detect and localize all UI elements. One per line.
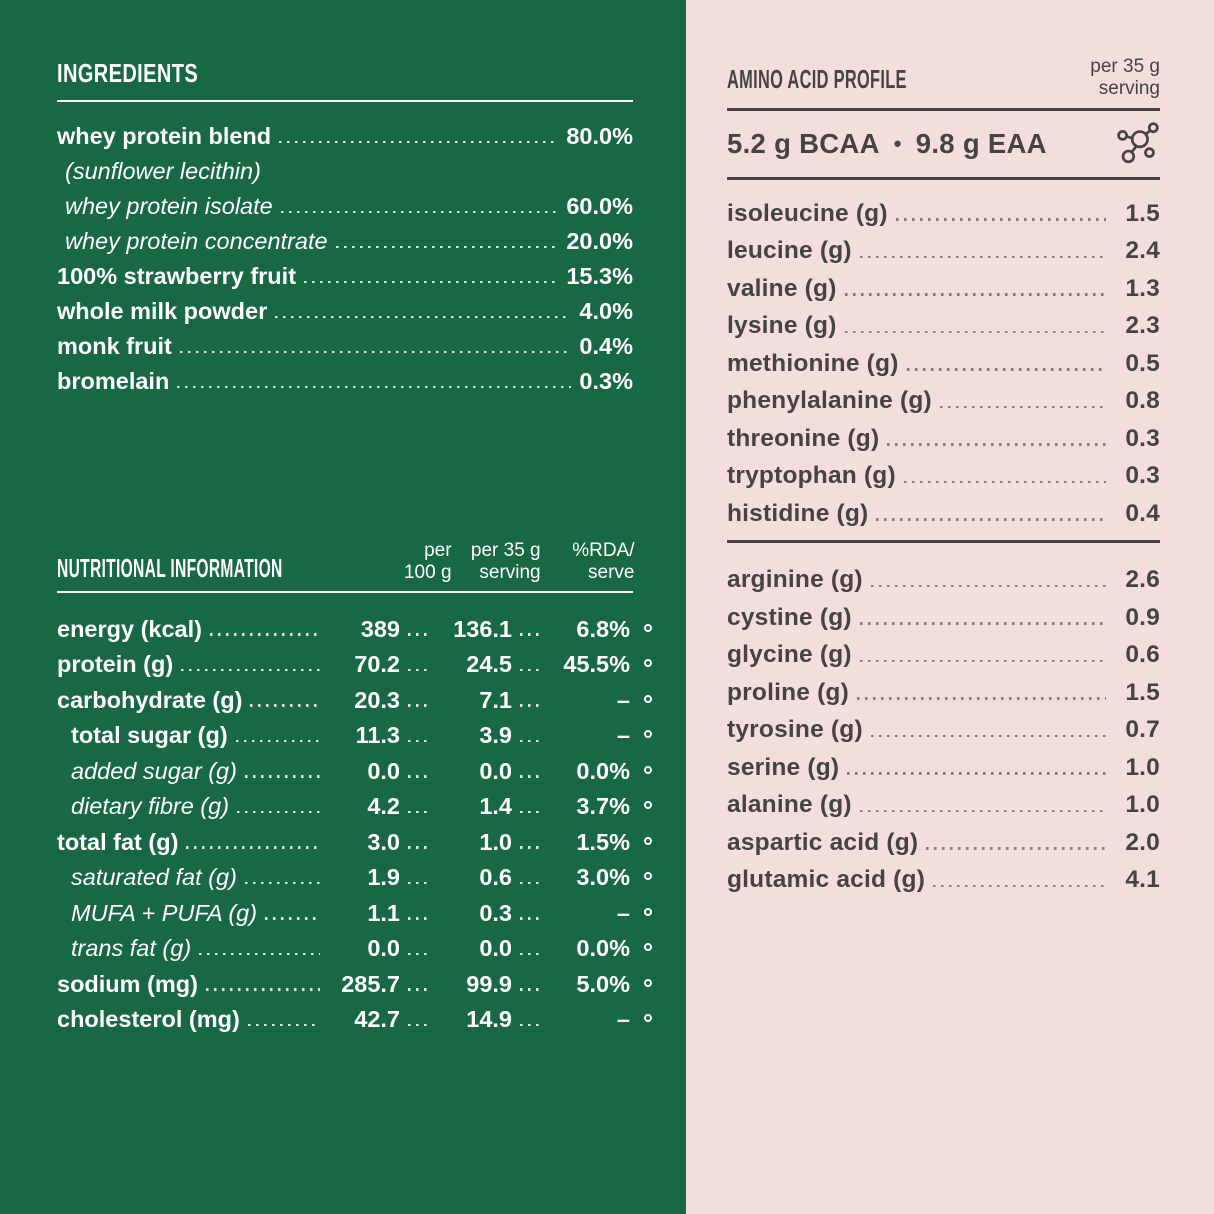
value-per-100g: 20.3 xyxy=(354,686,400,713)
amino-acid-name: cystine (g) xyxy=(727,603,852,631)
amino-acid-name: lysine (g) xyxy=(727,312,837,339)
dotted-leader xyxy=(845,331,1106,333)
dotted-leader xyxy=(408,988,432,990)
amino-acid-name: glutamic acid (g) xyxy=(727,866,926,893)
dotted-leader xyxy=(940,406,1106,408)
amino-divider-bottom xyxy=(727,540,1160,543)
dotted-leader xyxy=(279,141,558,143)
amino-acid-grams: 1.0 xyxy=(1125,791,1160,818)
ingredient-name: bromelain xyxy=(57,368,170,394)
ring-bullet-icon xyxy=(630,624,652,632)
dotted-leader xyxy=(408,669,432,671)
nutrition-row xyxy=(57,678,652,714)
nutrition-row xyxy=(57,749,652,785)
essential-amino-acids-list xyxy=(727,190,1160,528)
value-per-35g-serving: 24.5 xyxy=(466,651,512,677)
amino-acid-grams: 0.4 xyxy=(1125,499,1160,527)
amino-acid-name: threonine (g) xyxy=(727,424,880,452)
value-rda-per-serve: – xyxy=(616,722,630,748)
amino-divider-mid xyxy=(727,177,1160,180)
value-per-100g: 0.0 xyxy=(367,757,400,784)
dotted-leader xyxy=(408,882,432,884)
amino-acid-row xyxy=(727,453,1160,491)
nutrition-row xyxy=(57,607,652,643)
amino-acid-row xyxy=(727,378,1160,416)
dotted-leader xyxy=(248,1024,320,1026)
dotted-leader xyxy=(520,633,544,635)
nutrition-title: NUTRITIONAL INFORMATION xyxy=(57,553,283,583)
nutrition-row xyxy=(57,820,652,856)
dotted-leader xyxy=(245,775,320,777)
amino-acid-row xyxy=(727,669,1160,707)
ring-bullet-icon xyxy=(630,730,652,738)
value-per-35g-serving: 0.6 xyxy=(479,864,512,890)
ingredient-percent: 4.0% xyxy=(579,298,633,324)
ingredients-section xyxy=(57,58,633,395)
value-rda-per-serve: – xyxy=(616,899,630,926)
ingredient-row xyxy=(57,115,633,150)
ingredients-divider xyxy=(57,100,633,102)
amino-acid-row xyxy=(727,744,1160,782)
nutrition-row xyxy=(57,714,652,750)
nutrition-row xyxy=(57,643,652,679)
amino-acid-name: valine (g) xyxy=(727,274,837,302)
other-amino-acids-list xyxy=(727,557,1160,895)
dotted-leader xyxy=(933,885,1106,887)
value-per-100g: 0.0 xyxy=(367,935,400,961)
ingredient-row xyxy=(57,255,633,290)
ingredient-name: (sunflower lecithin) xyxy=(65,158,261,184)
amino-acid-panel xyxy=(686,0,1214,1214)
ring-bullet-icon xyxy=(630,837,652,845)
dotted-leader xyxy=(520,988,544,990)
ingredient-name: monk fruit xyxy=(57,333,172,359)
ingredient-row xyxy=(57,325,633,360)
nutrient-name: dietary fibre (g) xyxy=(71,793,230,819)
value-rda-per-serve: 5.0% xyxy=(576,970,630,997)
amino-acid-grams: 1.0 xyxy=(1125,753,1160,781)
dotted-leader xyxy=(281,211,559,213)
nutrient-name: trans fat (g) xyxy=(71,935,192,961)
dotted-leader xyxy=(186,846,320,848)
nutrition-row xyxy=(57,998,652,1034)
amino-acid-row xyxy=(727,265,1160,303)
value-per-100g: 389 xyxy=(360,615,400,642)
nutrient-name: sodium (mg) xyxy=(57,970,198,997)
ingredient-name: whey protein blend xyxy=(57,123,272,149)
amino-acid-grams: 4.1 xyxy=(1125,866,1160,893)
dotted-leader xyxy=(199,953,320,955)
amino-acid-row xyxy=(727,557,1160,595)
value-per-100g: 1.1 xyxy=(367,899,400,926)
col-header-rda-per-serve: %RDA/ serve xyxy=(572,540,635,583)
dotted-leader xyxy=(265,917,320,919)
dotted-leader xyxy=(520,1024,544,1026)
nutrition-row xyxy=(57,891,652,927)
ingredients-list xyxy=(57,115,633,395)
amino-acid-grams: 2.0 xyxy=(1125,828,1160,856)
amino-acid-grams: 2.3 xyxy=(1125,312,1160,339)
value-rda-per-serve: 0.0% xyxy=(576,935,630,961)
dotted-leader xyxy=(336,246,559,248)
ingredients-title: INGREDIENTS xyxy=(57,58,199,88)
amino-acid-name: tyrosine (g) xyxy=(727,716,863,743)
amino-acid-name: phenylalanine (g) xyxy=(727,387,932,414)
dotted-leader xyxy=(177,386,571,388)
dotted-leader xyxy=(860,622,1106,624)
amino-acid-row xyxy=(727,228,1160,266)
bcaa-eaa-summary xyxy=(727,111,1160,177)
dotted-leader xyxy=(520,811,544,813)
dotted-leader xyxy=(304,281,558,283)
dotted-leader xyxy=(236,740,320,742)
serving-note: per 35 g serving xyxy=(1090,56,1160,99)
value-per-100g: 3.0 xyxy=(367,828,400,855)
dotted-leader xyxy=(408,846,432,848)
amino-acid-name: arginine (g) xyxy=(727,566,863,593)
ingredient-percent: 0.3% xyxy=(579,368,633,394)
col-header-per-35g-serving: per 35 g serving xyxy=(470,540,541,583)
ingredient-row xyxy=(57,185,633,220)
ingredient-name: whey protein concentrate xyxy=(65,228,328,254)
value-rda-per-serve: 1.5% xyxy=(576,828,630,855)
nutrition-row xyxy=(57,856,652,892)
dotted-leader xyxy=(520,669,544,671)
dotted-leader xyxy=(896,218,1106,220)
dotted-leader xyxy=(520,846,544,848)
dotted-leader xyxy=(275,316,571,318)
value-rda-per-serve: 3.7% xyxy=(576,793,630,819)
dotted-leader xyxy=(520,775,544,777)
ingredient-name: 100% strawberry fruit xyxy=(57,263,297,289)
dotted-leader xyxy=(871,585,1106,587)
value-per-35g-serving: 14.9 xyxy=(466,1006,512,1032)
ingredient-row xyxy=(57,220,633,255)
ring-bullet-icon xyxy=(630,979,652,987)
dotted-leader xyxy=(860,256,1106,258)
value-per-100g: 11.3 xyxy=(355,722,400,748)
amino-acid-name: histidine (g) xyxy=(727,499,869,527)
value-per-35g-serving: 7.1 xyxy=(479,686,512,713)
dotted-leader xyxy=(210,633,320,635)
amino-acid-row xyxy=(727,303,1160,341)
ingredient-row xyxy=(57,290,633,325)
amino-acid-row xyxy=(727,632,1160,670)
nutrition-row xyxy=(57,927,652,963)
dotted-leader xyxy=(520,917,544,919)
dotted-leader xyxy=(876,518,1106,520)
amino-acid-name: isoleucine (g) xyxy=(727,199,888,227)
amino-acid-grams: 0.3 xyxy=(1125,424,1160,452)
ring-bullet-icon xyxy=(630,766,652,774)
amino-acid-grams: 0.6 xyxy=(1125,641,1160,668)
dotted-leader xyxy=(904,481,1106,483)
amino-acid-grams: 0.5 xyxy=(1125,349,1160,377)
amino-acid-grams: 1.3 xyxy=(1125,274,1160,302)
amino-acid-row xyxy=(727,819,1160,857)
nutrient-name: carbohydrate (g) xyxy=(57,686,243,713)
ring-bullet-icon xyxy=(630,908,652,916)
dotted-leader xyxy=(907,368,1106,370)
ingredient-percent: 60.0% xyxy=(566,193,633,219)
dotted-leader xyxy=(180,351,572,353)
amino-acid-grams: 0.7 xyxy=(1125,716,1160,743)
col-header-per-100g: per 100 g xyxy=(403,540,452,583)
dotted-leader xyxy=(520,704,544,706)
dotted-leader xyxy=(250,704,320,706)
amino-acid-row xyxy=(727,782,1160,820)
ring-bullet-icon xyxy=(630,872,652,880)
dotted-leader xyxy=(181,669,320,671)
eaa-amount: 9.8 g EAA xyxy=(915,128,1047,159)
bullet-separator: • xyxy=(893,131,902,156)
value-per-35g-serving: 0.0 xyxy=(479,757,512,784)
value-per-35g-serving: 136.1 xyxy=(453,615,512,642)
dotted-leader xyxy=(860,660,1106,662)
nutrient-name: MUFA + PUFA (g) xyxy=(71,899,258,926)
dotted-leader xyxy=(857,697,1106,699)
value-per-100g: 4.2 xyxy=(367,793,400,819)
dotted-leader xyxy=(926,847,1106,849)
dotted-leader xyxy=(520,882,544,884)
amino-acid-name: tryptophan (g) xyxy=(727,462,896,489)
amino-acid-row xyxy=(727,415,1160,453)
nutrient-name: protein (g) xyxy=(57,651,174,677)
dotted-leader xyxy=(408,740,432,742)
amino-acid-name: aspartic acid (g) xyxy=(727,828,919,856)
value-rda-per-serve: 6.8% xyxy=(576,615,630,642)
bcaa-amount: 5.2 g BCAA xyxy=(727,128,880,159)
molecule-icon xyxy=(1114,121,1160,167)
dotted-leader xyxy=(887,443,1106,445)
nutrient-name: energy (kcal) xyxy=(57,615,202,642)
amino-acid-name: proline (g) xyxy=(727,678,849,706)
ingredient-percent: 15.3% xyxy=(566,263,633,289)
value-per-100g: 285.7 xyxy=(341,970,400,997)
value-rda-per-serve: – xyxy=(616,1006,630,1032)
value-per-35g-serving: 0.0 xyxy=(479,935,512,961)
amino-acid-grams: 1.5 xyxy=(1125,678,1160,706)
value-per-35g-serving: 99.9 xyxy=(466,970,512,997)
amino-acid-name: leucine (g) xyxy=(727,237,852,264)
dotted-leader xyxy=(408,704,432,706)
amino-acid-title: AMINO ACID PROFILE xyxy=(727,64,907,94)
amino-acid-grams: 0.8 xyxy=(1125,387,1160,414)
dotted-leader xyxy=(408,775,432,777)
ring-bullet-icon xyxy=(630,695,652,703)
amino-acid-header xyxy=(727,56,1160,108)
value-rda-per-serve: 3.0% xyxy=(576,864,630,890)
dotted-leader xyxy=(860,810,1106,812)
dotted-leader xyxy=(871,735,1106,737)
value-per-35g-serving: 3.9 xyxy=(479,722,512,748)
nutrition-row xyxy=(57,962,652,998)
amino-acid-row xyxy=(727,857,1160,895)
nutrient-name: total sugar (g) xyxy=(71,722,228,748)
ring-bullet-icon xyxy=(630,801,652,809)
ingredient-percent: 20.0% xyxy=(566,228,633,254)
value-per-100g: 1.9 xyxy=(367,864,400,890)
amino-acid-row xyxy=(727,490,1160,528)
nutrition-row xyxy=(57,785,652,821)
nutrition-table xyxy=(57,607,652,1033)
amino-acid-row xyxy=(727,190,1160,228)
amino-acid-name: glycine (g) xyxy=(727,641,852,668)
value-per-35g-serving: 1.0 xyxy=(479,828,512,855)
amino-acid-row xyxy=(727,340,1160,378)
dotted-leader xyxy=(237,811,320,813)
value-rda-per-serve: 45.5% xyxy=(563,651,630,677)
dotted-leader xyxy=(847,772,1106,774)
dotted-leader xyxy=(408,633,432,635)
value-per-100g: 70.2 xyxy=(354,651,400,677)
ingredient-percent: 80.0% xyxy=(566,123,633,149)
ingredient-percent: 0.4% xyxy=(579,333,633,359)
ring-bullet-icon xyxy=(630,659,652,667)
amino-acid-grams: 0.9 xyxy=(1125,603,1160,631)
ingredient-name: whole milk powder xyxy=(57,298,268,324)
value-rda-per-serve: – xyxy=(616,686,630,713)
nutrition-section xyxy=(57,537,652,1033)
nutrition-header xyxy=(57,537,652,583)
ingredient-row xyxy=(57,150,633,185)
dotted-leader xyxy=(408,953,432,955)
value-rda-per-serve: 0.0% xyxy=(576,757,630,784)
ingredient-row xyxy=(57,360,633,395)
ring-bullet-icon xyxy=(630,1014,652,1022)
ingredient-name: whey protein isolate xyxy=(65,193,273,219)
dotted-leader xyxy=(845,293,1106,295)
amino-acid-grams: 2.4 xyxy=(1125,237,1160,264)
dotted-leader xyxy=(408,1024,432,1026)
dotted-leader xyxy=(245,882,320,884)
ring-bullet-icon xyxy=(630,943,652,951)
nutrient-name: saturated fat (g) xyxy=(71,864,237,890)
amino-acid-row xyxy=(727,707,1160,745)
amino-acid-grams: 0.3 xyxy=(1125,462,1160,489)
amino-acid-grams: 2.6 xyxy=(1125,566,1160,593)
nutrition-divider xyxy=(57,591,633,593)
value-per-35g-serving: 0.3 xyxy=(479,899,512,926)
amino-acid-row xyxy=(727,594,1160,632)
amino-acid-grams: 1.5 xyxy=(1125,199,1160,227)
dotted-leader xyxy=(520,953,544,955)
nutrient-name: added sugar (g) xyxy=(71,757,237,784)
amino-acid-name: methionine (g) xyxy=(727,349,899,377)
amino-acid-name: alanine (g) xyxy=(727,791,852,818)
nutrient-name: cholesterol (mg) xyxy=(57,1006,240,1032)
amino-acid-name: serine (g) xyxy=(727,753,840,781)
dotted-leader xyxy=(408,917,432,919)
dotted-leader xyxy=(206,988,320,990)
value-per-100g: 42.7 xyxy=(354,1006,400,1032)
nutrient-name: total fat (g) xyxy=(57,828,179,855)
dotted-leader xyxy=(520,740,544,742)
value-per-35g-serving: 1.4 xyxy=(479,793,512,819)
dotted-leader xyxy=(408,811,432,813)
